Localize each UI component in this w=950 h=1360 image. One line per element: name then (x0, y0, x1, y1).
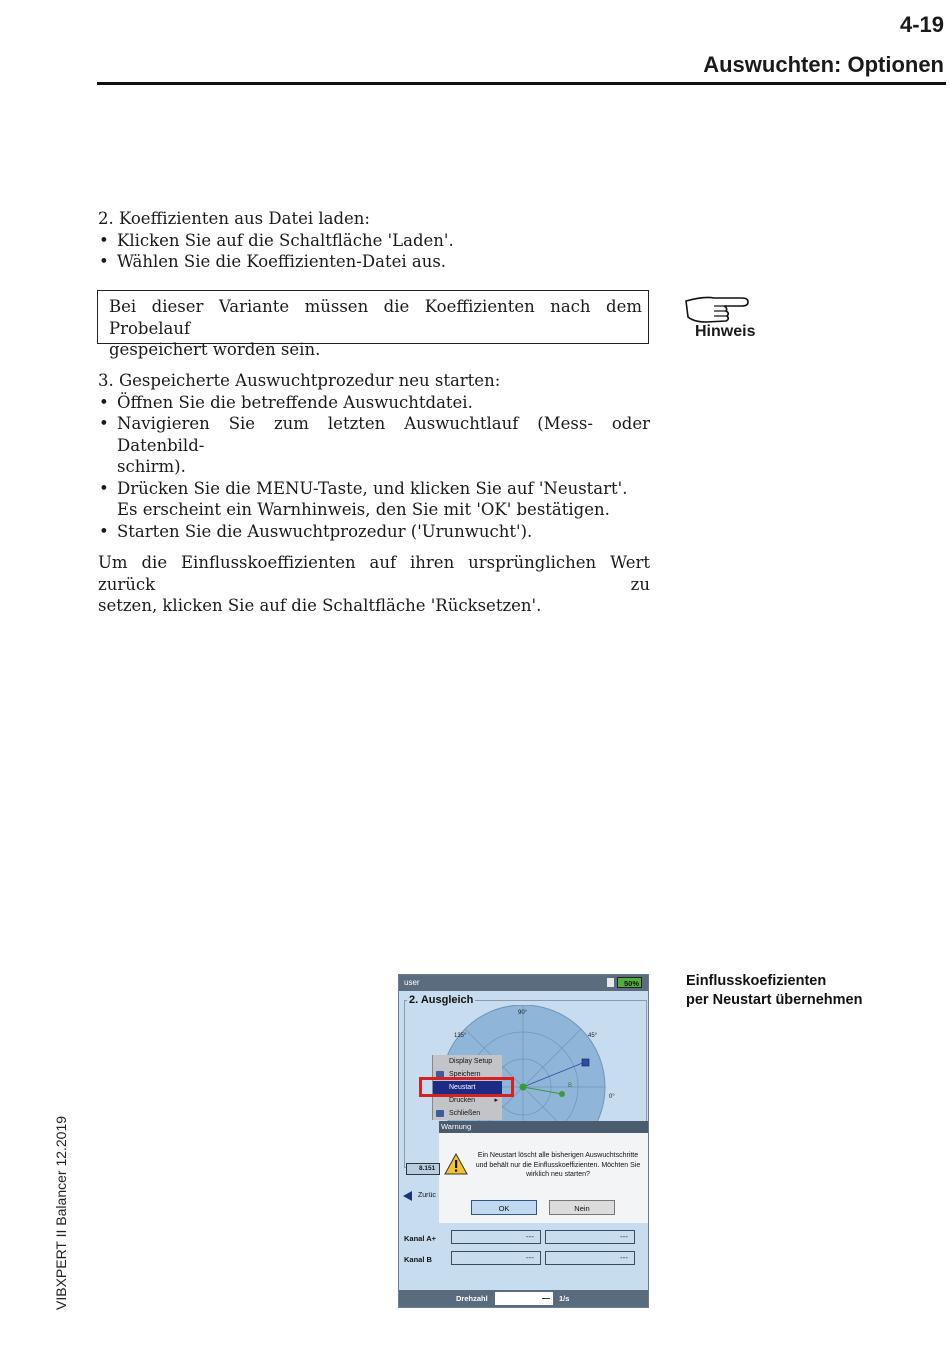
battery-icon: 50% (617, 977, 642, 988)
caption-line-1: Einflusskoefizienten (686, 973, 827, 989)
note-line-1: Bei dieser Variante müssen die Koeffizienten nach dem Probelauf (109, 297, 642, 338)
ok-button[interactable]: OK (471, 1200, 537, 1215)
device-bottom-bar (399, 1290, 648, 1307)
note-line-2: gespeichert worden sein. (109, 340, 321, 359)
angle-label: 135° (454, 1033, 467, 1039)
hint-label: Hinweis (695, 323, 756, 340)
drehzahl-unit: 1/s (559, 1294, 570, 1303)
device-screenshot (398, 974, 649, 1308)
marker-dot (559, 1091, 565, 1097)
note-box (97, 290, 649, 359)
angle-label: 90° (518, 1010, 528, 1016)
pointing-hand-icon (684, 293, 750, 327)
device-status-bar (399, 975, 648, 991)
marker-label: B (568, 1083, 573, 1089)
list-item: • Wählen Sie die Koeffizienten-Datei aus. (98, 251, 650, 273)
reset-paragraph-line-2: setzen, klicken Sie auf die Schaltfläche 'Rücksetzen'. (98, 596, 542, 615)
menu-item-schliessen[interactable]: Schließen (432, 1107, 502, 1120)
list-item: • Drücken Sie die MENU-Taste, und klicken Sie auf 'Neustart'. (98, 478, 650, 500)
back-label[interactable]: Zurüc (418, 1192, 436, 1199)
kanal-a-field-2: --- (545, 1230, 635, 1244)
back-arrow-icon[interactable] (403, 1191, 412, 1201)
note-text (109, 296, 642, 361)
menu-item-display-setup[interactable]: Display Setup (432, 1055, 502, 1068)
caption-line-2: per Neustart übernehmen (686, 992, 863, 1008)
device-frame-title: 2. Ausgleich (409, 994, 474, 1006)
list-item: • Navigieren Sie zum letzten Auswuchtlauf (Mess- oder Datenbild- (98, 413, 650, 456)
section-2 (98, 208, 650, 273)
drehzahl-label: Drehzahl (456, 1294, 488, 1303)
drehzahl-field: — (495, 1292, 553, 1305)
footer-text: VIBXPERT II Balancer 12.2019 (53, 1115, 69, 1310)
close-icon (436, 1110, 444, 1117)
menu-item-speichern[interactable]: Speichern (432, 1068, 502, 1081)
section-2-heading: 2. Koeffizienten aus Datei laden: (98, 209, 370, 228)
kanal-b-label: Kanal B (404, 1255, 432, 1264)
reset-paragraph-line-1: Um die Einflusskoeffizienten auf ihren ursprünglichen Wert zurück zu (98, 553, 650, 594)
list-item: • Klicken Sie auf die Schaltfläche 'Laden'. (98, 230, 650, 252)
section-3 (98, 370, 650, 542)
plug-icon (607, 978, 614, 987)
dialog-message: Ein Neustart löscht alle bisherigen Auswuchtschritte und behält nur die Einflusskoeffizienten. Möchten Sie wirklich neu starten? (475, 1152, 641, 1178)
section-3-heading: 3. Gespeicherte Auswuchtprozedur neu starten: (98, 371, 501, 390)
angle-label: 0° (609, 1094, 615, 1100)
kanal-a-label: Kanal A+ (404, 1234, 437, 1243)
angle-label: 45° (588, 1033, 598, 1039)
highlight-box (419, 1077, 514, 1097)
value-field: 8.151 (406, 1163, 440, 1175)
cancel-button[interactable]: Nein (549, 1200, 615, 1215)
menu-item-drucken[interactable]: Drucken ▸ (432, 1094, 502, 1107)
reset-paragraph (98, 552, 650, 617)
marker-dot (520, 1084, 527, 1091)
menu-item-neustart[interactable]: Neustart (432, 1081, 502, 1094)
kanal-b-field-2: --- (545, 1251, 635, 1265)
list-item-continuation: Es erscheint ein Warnhinweis, den Sie mit 'OK' bestätigen. (117, 500, 610, 519)
dialog-title: Warnung (439, 1121, 648, 1133)
figure-caption (686, 972, 862, 1010)
kanal-a-field-1: --- (451, 1230, 541, 1244)
list-item: • Öffnen Sie die betreffende Auswuchtdatei. (98, 392, 650, 414)
list-item-continuation: schirm). (117, 457, 186, 476)
device-user: user (404, 978, 420, 987)
header-rule (97, 82, 946, 85)
warning-icon (444, 1153, 468, 1175)
warning-dialog (439, 1133, 648, 1223)
list-item: • Starten Sie die Auswuchtprozedur ('Urunwucht'). (98, 521, 650, 543)
submenu-arrow-icon: ▸ (494, 1097, 498, 1104)
marker-square (582, 1059, 589, 1066)
page-number: 4-19 (899, 12, 944, 37)
kanal-b-field-1: --- (451, 1251, 541, 1265)
section-title: Auswuchten: Optionen (703, 52, 944, 77)
